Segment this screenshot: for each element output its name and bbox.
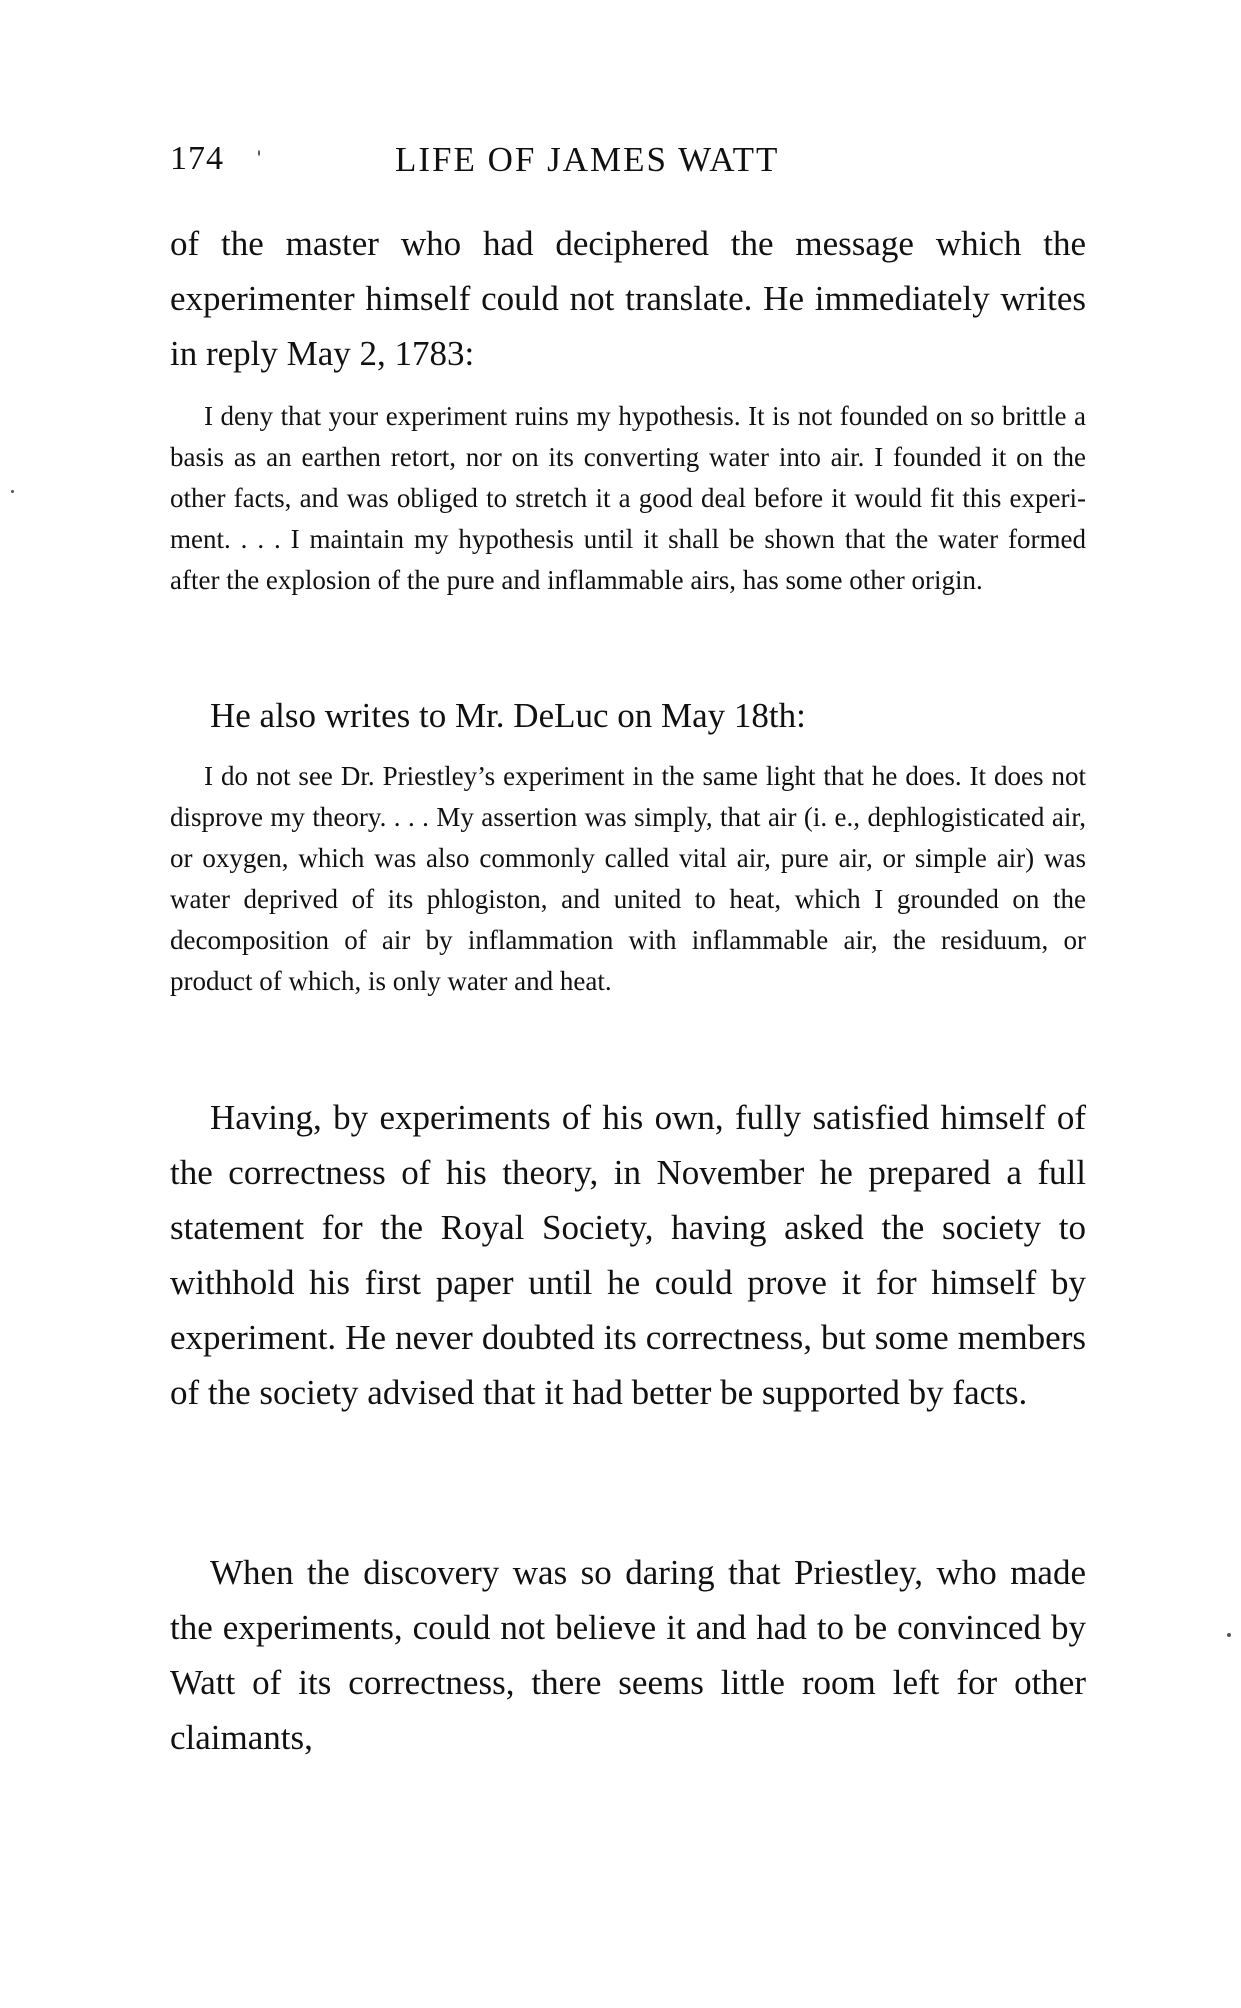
block-quote-deluc: I do not see Dr. Priestley’s experiment in the same light that he does. It does not disprove my theory. . . . My assertion was simply, that air (i. e., dephlogisticated air, or oxygen, which was also commonly called vital air, pure air, or simple air) was water deprived of its phlogiston, and united to heat, which I grounded on the decomposition of air by inflammation with inflammable air, the residuum, or product of which, is only water and heat.	[170, 761, 1086, 996]
paragraph-discovery: When the discovery was so daring that Priestley, who made the experiments, could not believe it and had to be convinced by Watt of its correctness, there seems little room left for other claimants,	[170, 1553, 1086, 1757]
scan-speck	[258, 150, 260, 156]
page-number: 174	[170, 140, 224, 177]
scan-speck	[11, 490, 14, 493]
paragraph-opening: of the master who had deciphered the message which the experimenter himself could not translate. He immediately writes in reply May 2, 1783:	[170, 224, 1086, 373]
scan-speck	[1227, 1633, 1231, 1637]
running-head: LIFE OF JAMES WATT	[395, 140, 780, 179]
block-quote-reply: I deny that your experiment ruins my hypothesis. It is not founded on so brittle a basis as an earthen retort, nor on its converting water into air. I founded it on the other facts, and was obliged to stretch it a good deal before it would fit this experiment. . . . I maintain my hypothesis until it shall be shown that the water formed after the explosion of the pure and inflammable airs, has some other origin.	[170, 401, 1086, 595]
page-header	[170, 140, 1090, 180]
paragraph-royal-society: Having, by experiments of his own, fully satisfied himself of the correctness of his theory, in November he prepared a full statement for the Royal Society, having asked the society to withhold his first paper until he could prove it for himself by experiment. He never doubted its correctness, but some members of the society advised that it had better be supported by facts.	[170, 1098, 1086, 1412]
paragraph-deluc: He also writes to Mr. DeLuc on May 18th:	[210, 696, 806, 735]
